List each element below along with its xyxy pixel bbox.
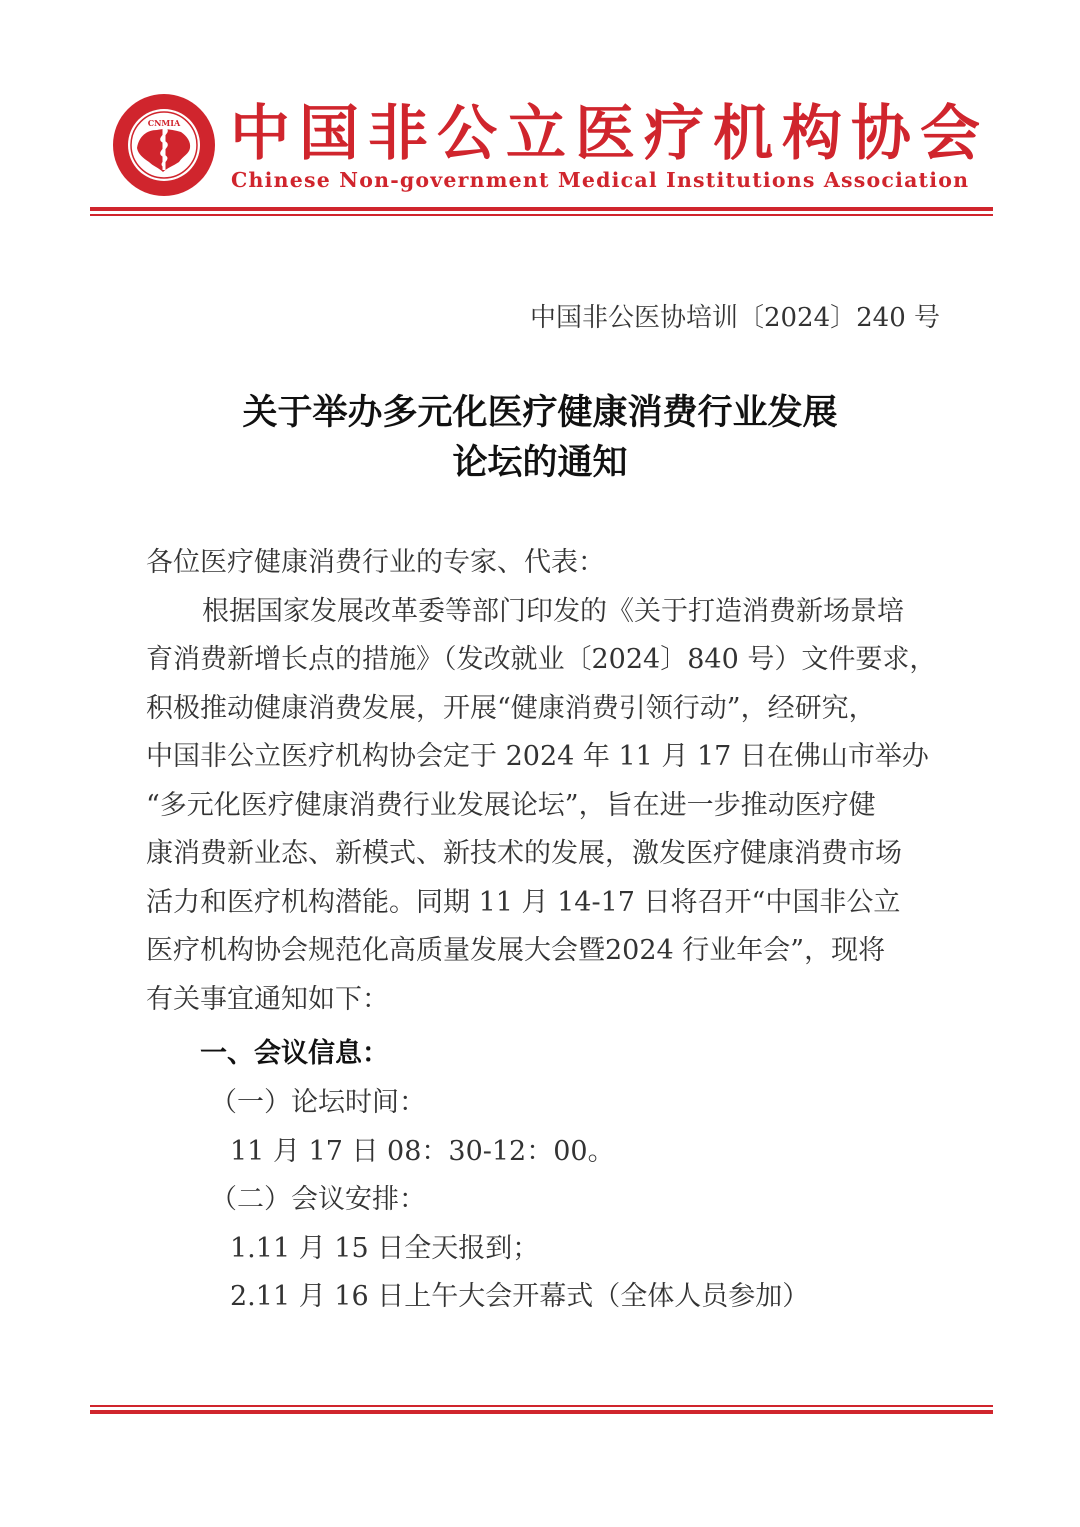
paragraph-line: 康消费新业态、新模式、新技术的发展，激发医疗健康消费市场 bbox=[146, 838, 902, 869]
paragraph-line: “多元化医疗健康消费行业发展论坛”，旨在进一步推动医疗健 bbox=[146, 789, 876, 821]
cnmia-seal-logo bbox=[107, 92, 221, 198]
paragraph-line: 育消费新增长点的措施》（发改就业〔2024〕840 号）文件要求， bbox=[146, 644, 937, 675]
subsection-heading: （一）论坛时间： bbox=[210, 1087, 426, 1118]
paragraph-line: 积极推动健康消费发展，开展“健康消费引领行动”，经研究， bbox=[146, 692, 876, 724]
header-rule-thick bbox=[90, 207, 993, 211]
document-body bbox=[146, 539, 946, 1024]
document-title-line2: 论坛的通知 bbox=[452, 443, 628, 483]
paragraph-line: 根据国家发展改革委等部门印发的《关于打造消费新场景培 bbox=[202, 595, 904, 627]
paragraph-line: 活力和医疗机构潜能。同期 11 月 14-17 日将召开“中国非公立 bbox=[146, 886, 901, 918]
paragraph-line: 医疗机构协会规范化高质量发展大会暨2024 行业年会”，现将 bbox=[146, 935, 886, 966]
subsection-heading: （二）会议安排： bbox=[210, 1184, 426, 1215]
footer-rule-thick bbox=[90, 1410, 993, 1414]
schedule-item: 1.11 月 15 日全天报到； bbox=[230, 1233, 540, 1264]
org-name-en: Chinese Non-government Medical Institutions Association bbox=[231, 168, 970, 192]
document-title-line1: 关于举办多元化医疗健康消费行业发展 bbox=[242, 393, 838, 433]
forum-time: 11 月 17 日 08：30-12：00。 bbox=[230, 1136, 615, 1167]
svg-text:CNMIA: CNMIA bbox=[147, 118, 181, 128]
section-heading: 一、会议信息： bbox=[200, 1038, 389, 1069]
paragraph-line: 有关事宜通知如下： bbox=[146, 983, 389, 1015]
header-rule-thin bbox=[90, 214, 993, 216]
schedule-item: 2.11 月 16 日上午大会开幕式（全体人员参加） bbox=[230, 1281, 810, 1312]
org-name-cn: 中国非公立医疗机构协会 bbox=[230, 99, 989, 169]
letterhead bbox=[0, 0, 1080, 230]
salutation: 各位医疗健康消费行业的专家、代表： bbox=[146, 547, 605, 578]
footer-rule-thin bbox=[90, 1405, 993, 1407]
document-number: 中国非公医协培训〔2024〕240 号 bbox=[529, 303, 940, 333]
paragraph-line: 中国非公立医疗机构协会定于 2024 年 11 月 17 日在佛山市举办 bbox=[146, 741, 929, 772]
